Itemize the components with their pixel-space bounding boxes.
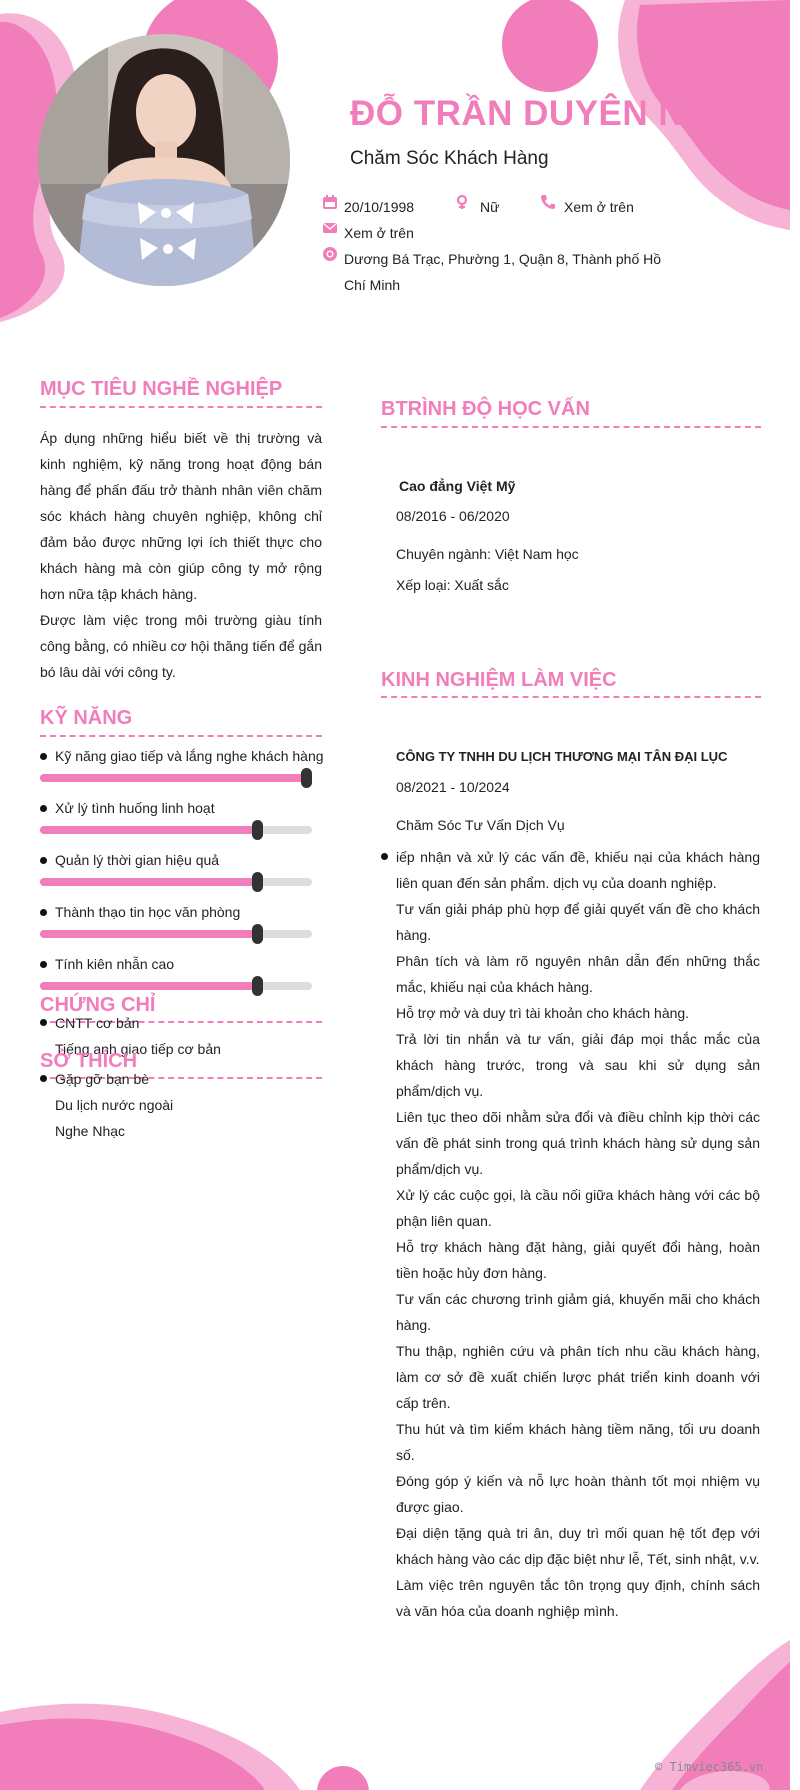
location-icon bbox=[322, 246, 338, 262]
objective-text-2: Được làm việc trong môi trường giàu tính công bằng, có nhiều cơ hội thăng tiến để gắn bó lâu dài với công ty. bbox=[40, 612, 322, 680]
skill-name: Kỹ năng giao tiếp và lắng nghe khách hàng bbox=[55, 748, 324, 764]
certificate-item: Tiếng anh giao tiếp cơ bản bbox=[55, 1041, 221, 1057]
education-school: Cao đẳng Việt Mỹ bbox=[399, 478, 516, 494]
experience-period: 08/2021 - 10/2024 bbox=[396, 779, 510, 795]
skill-level-bar bbox=[40, 982, 312, 990]
experience-divider bbox=[381, 696, 761, 698]
hobbies-title: SỞ THÍCH bbox=[40, 1050, 138, 1072]
duty-item: Trả lời tin nhắn và tư vấn, giải đáp mọi thắc mắc của khách hàng trước, trong và sau khi sử dụng sản phẩm/dịch vụ. bbox=[396, 1031, 760, 1099]
skill-bullet bbox=[40, 909, 47, 916]
skill-name: Xử lý tình huống linh hoạt bbox=[55, 800, 215, 816]
objective-title: MỤC TIÊU NGHỀ NGHIỆP bbox=[40, 378, 283, 400]
certificates-title: CHỨNG CHỈ bbox=[40, 994, 156, 1016]
education-major: Chuyên ngành: Việt Nam học bbox=[396, 546, 579, 562]
email-icon bbox=[322, 220, 338, 236]
certificate-bullet bbox=[40, 1019, 47, 1026]
hobby-item: Du lịch nước ngoài bbox=[55, 1097, 174, 1113]
skills-divider bbox=[40, 735, 322, 737]
skill-level-bar bbox=[40, 878, 312, 886]
candidate-name: ĐỖ TRẦN DUYÊN NGHI bbox=[350, 94, 748, 133]
skill-level-knob bbox=[252, 976, 263, 996]
duty-item: Thu hút và tìm kiếm khách hàng tiềm năng, tối ưu doanh số. bbox=[396, 1421, 760, 1463]
address-value: Dương Bá Trạc, Phường 1, Quận 8, Thành phố Hồ Chí Minh bbox=[344, 251, 662, 293]
experience-role: Chăm Sóc Tư Vấn Dịch Vụ bbox=[396, 817, 565, 833]
duty-item: Liên tục theo dõi nhằm sửa đổi và điều chỉnh kịp thời các vấn đề phát sinh trong quá trình khách hàng sử dụng sản phẩm/dịch vụ. bbox=[396, 1109, 760, 1177]
skills-title: KỸ NĂNG bbox=[40, 707, 133, 729]
skill-level-knob bbox=[252, 820, 263, 840]
objective-text-1: Áp dụng những hiểu biết về thị trường và kinh nghiệm, kỹ năng trong hoạt động bán hàng để phấn đấu trở thành nhân viên chăm sóc khách hàng chuyên nghiệp, không chỉ đảm bảo được những lợi ích thiết thực cho khách hàng mà còn giúp công ty mở rộng hơn nữa tập khách hàng. bbox=[40, 430, 322, 602]
skill-level-bar bbox=[40, 930, 312, 938]
avatar bbox=[38, 34, 290, 286]
duty-bullet bbox=[381, 853, 388, 860]
skill-level-knob bbox=[252, 872, 263, 892]
gender-value: Nữ bbox=[480, 199, 500, 215]
duty-item: Tư vấn giải pháp phù hợp để giải quyết vấn đề cho khách hàng. bbox=[396, 901, 760, 943]
birthday-value: 20/10/1998 bbox=[344, 199, 415, 215]
education-title: BTRÌNH ĐỘ HỌC VẤN bbox=[381, 398, 590, 420]
hobby-bullet bbox=[40, 1075, 47, 1082]
gender-icon bbox=[455, 194, 471, 210]
skill-level-bar bbox=[40, 826, 312, 834]
certificate-item: CNTT cơ bản bbox=[55, 1015, 140, 1031]
avatar-illustration bbox=[38, 34, 290, 286]
education-period: 08/2016 - 06/2020 bbox=[396, 508, 510, 524]
education-divider bbox=[381, 426, 761, 428]
calendar-icon bbox=[322, 194, 338, 210]
skill-level-knob bbox=[301, 768, 312, 788]
skill-level-fill bbox=[40, 774, 312, 782]
duty-item: Thu thập, nghiên cứu và phân tích nhu cầu khách hàng, làm cơ sở đề xuất chiến lược phát triển kinh doanh với cấp trên. bbox=[396, 1343, 760, 1411]
duty-item: Phân tích và làm rõ nguyên nhân dẫn đến những thắc mắc, khiếu nại của khách hàng. bbox=[396, 953, 760, 995]
skill-bullet bbox=[40, 805, 47, 812]
skill-level-fill bbox=[40, 826, 258, 834]
experience-duties bbox=[396, 844, 760, 1624]
skill-level-knob bbox=[252, 924, 263, 944]
phone-icon bbox=[540, 194, 556, 210]
skill-level-fill bbox=[40, 930, 258, 938]
skill-level-bar bbox=[40, 774, 312, 782]
hobby-item: Nghe Nhạc bbox=[55, 1123, 126, 1139]
duty-item: Làm việc trên nguyên tắc tôn trọng quy định, chính sách và văn hóa của doanh nghiệp mình. bbox=[396, 1577, 760, 1619]
skill-bullet bbox=[40, 857, 47, 864]
skill-level-fill bbox=[40, 878, 258, 886]
skill-name: Thành thạo tin học văn phòng bbox=[55, 904, 241, 920]
education-rank: Xếp loại: Xuất sắc bbox=[396, 577, 509, 593]
phone-value: Xem ở trên bbox=[564, 199, 634, 215]
skill-bullet bbox=[40, 753, 47, 760]
experience-company: CÔNG TY TNHH DU LỊCH THƯƠNG MẠI TÂN ĐẠI LỤC bbox=[396, 749, 728, 764]
skill-level-fill bbox=[40, 982, 258, 990]
email-value: Xem ở trên bbox=[344, 225, 414, 241]
skill-bullet bbox=[40, 961, 47, 968]
skill-name: Tính kiên nhẫn cao bbox=[55, 956, 175, 972]
experience-title: KINH NGHIỆM LÀM VIỆC bbox=[381, 669, 617, 691]
candidate-position: Chăm Sóc Khách Hàng bbox=[350, 148, 549, 169]
duty-item: Tư vấn các chương trình giảm giá, khuyến mãi cho khách hàng. bbox=[396, 1291, 760, 1333]
duty-item: Xử lý các cuộc gọi, là cầu nối giữa khách hàng với các bộ phận liên quan. bbox=[396, 1187, 760, 1229]
watermark: © Timviec365.vn bbox=[655, 1760, 764, 1774]
duty-item: Đại diện tặng quà tri ân, duy trì mối quan hệ tốt đẹp với khách hàng vào các dịp đặc biệt như lễ, Tết, sinh nhật, v.v. bbox=[396, 1525, 760, 1567]
hobby-item: Gặp gỡ bạn bè bbox=[55, 1071, 150, 1087]
duty-item: Hỗ trợ khách hàng đặt hàng, giải quyết đổi hàng, hoàn tiền hoặc hủy đơn hàng. bbox=[396, 1239, 760, 1281]
objective-divider bbox=[40, 406, 322, 408]
duty-item: Đóng góp ý kiến và nỗ lực hoàn thành tốt mọi nhiệm vụ được giao. bbox=[396, 1473, 760, 1515]
duty-item: iếp nhận và xử lý các vấn đề, khiếu nại của khách hàng liên quan đến sản phẩm. dịch vụ của doanh nghiệp. bbox=[396, 849, 760, 891]
skill-name: Quản lý thời gian hiệu quả bbox=[55, 852, 220, 868]
duty-item: Hỗ trợ mở và duy trì tài khoản cho khách hàng. bbox=[396, 1005, 690, 1021]
